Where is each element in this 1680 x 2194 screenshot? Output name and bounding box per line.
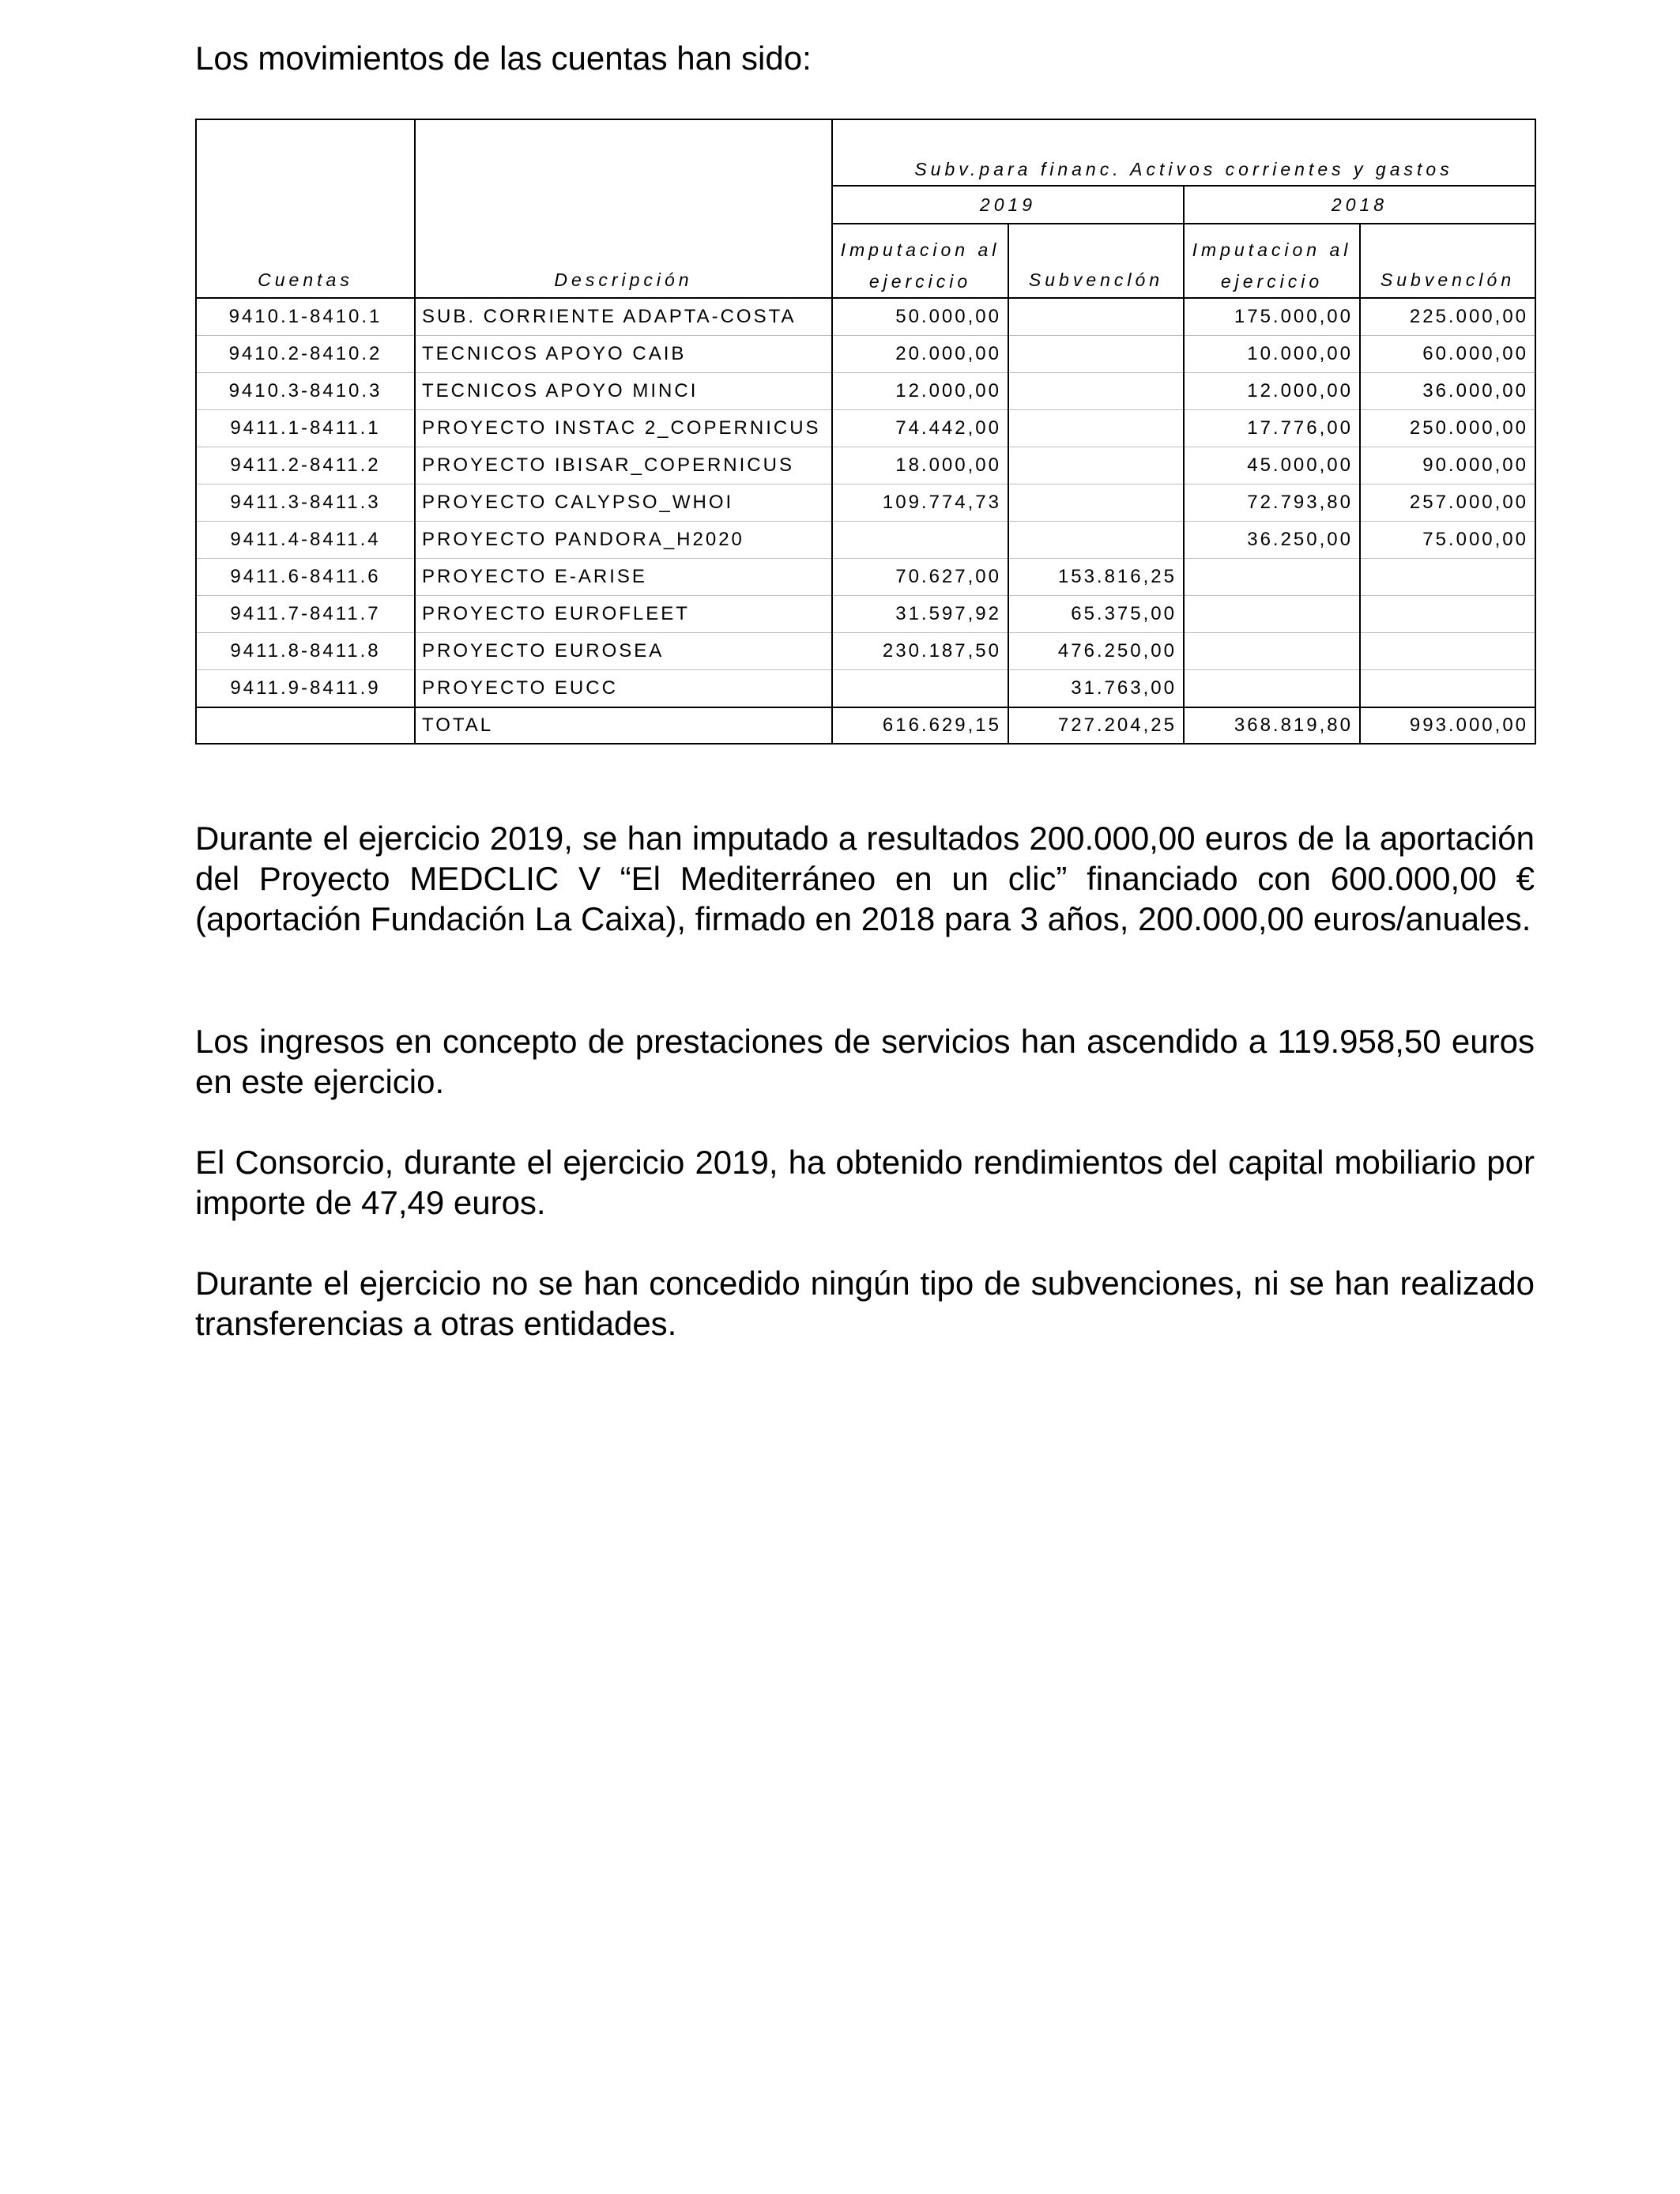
total-cuenta-empty	[196, 707, 415, 744]
total-imputacion-2019: 616.629,15	[832, 707, 1008, 744]
header-imputacion-2019	[832, 224, 1008, 298]
cell-cuenta: 9411.6-8411.6	[196, 559, 415, 596]
cell-descripcion: TECNICOS APOYO CAIB	[415, 336, 832, 373]
header-cuentas	[196, 119, 415, 298]
cell-descripcion: PROYECTO IBISAR_COPERNICUS	[415, 447, 832, 484]
intro-text: Los movimientos de las cuentas han sido:	[195, 40, 812, 77]
cell-subvencion-2018	[1360, 670, 1535, 708]
cell-cuenta: 9411.7-8411.7	[196, 596, 415, 633]
subvencion-2019-label: Subvenclón	[1028, 270, 1164, 290]
cell-cuenta: 9410.1-8410.1	[196, 298, 415, 336]
paragraph-subvenciones: Durante el ejercicio no se han concedido ningún tipo de subvenciones, ni se han realizado transferencias a otras entidades.	[195, 1265, 1535, 1342]
cell-imputacion-2018: 10.000,00	[1184, 336, 1360, 373]
cell-imputacion-2018	[1184, 559, 1360, 596]
total-subvencion-2019: 727.204,25	[1008, 707, 1184, 744]
cell-cuenta: 9411.1-8411.1	[196, 410, 415, 447]
paragraph-rendimientos: El Consorcio, durante el ejercicio 2019, ha obtenido rendimientos del capital mobiliario por importe de 47,49 euros.	[195, 1144, 1535, 1221]
cell-imputacion-2018: 72.793,80	[1184, 484, 1360, 522]
year-2018-label: 2018	[1331, 194, 1388, 215]
cell-cuenta: 9411.9-8411.9	[196, 670, 415, 708]
cell-imputacion-2019: 74.442,00	[832, 410, 1008, 447]
imputacion-2019-line1: Imputacion al	[840, 239, 1000, 260]
table-row	[196, 633, 1535, 670]
paragraph-ingresos: Los ingresos en concepto de prestaciones de servicios han ascendido a 119.958,50 euros en este ejercicio.	[195, 1023, 1535, 1100]
cell-imputacion-2019: 18.000,00	[832, 447, 1008, 484]
table-row	[196, 298, 1535, 336]
table-row	[196, 447, 1535, 484]
header-subvencion-2019	[1008, 224, 1184, 298]
cell-subvencion-2018: 250.000,00	[1360, 410, 1535, 447]
cell-subvencion-2018	[1360, 633, 1535, 670]
table-row	[196, 410, 1535, 447]
cell-descripcion: PROYECTO EUROFLEET	[415, 596, 832, 633]
header-year-2019	[832, 186, 1184, 224]
year-2019-label: 2019	[979, 194, 1037, 215]
cell-cuenta: 9411.3-8411.3	[196, 484, 415, 522]
cell-subvencion-2019	[1008, 410, 1184, 447]
cell-imputacion-2018	[1184, 633, 1360, 670]
total-subvencion-2018: 993.000,00	[1360, 707, 1535, 744]
cell-subvencion-2019	[1008, 484, 1184, 522]
cell-descripcion: SUB. CORRIENTE ADAPTA-COSTA	[415, 298, 832, 336]
cell-descripcion: PROYECTO PANDORA_H2020	[415, 522, 832, 559]
group-title-label: Subv.para financ. Activos corrientes y gastos	[914, 159, 1453, 179]
account-movements-table	[195, 119, 1536, 745]
cell-imputacion-2019: 230.187,50	[832, 633, 1008, 670]
cell-imputacion-2019: 12.000,00	[832, 373, 1008, 410]
imputacion-2019-line2: ejercicio	[868, 271, 972, 292]
cell-descripcion: PROYECTO EUROSEA	[415, 633, 832, 670]
cell-subvencion-2019: 153.816,25	[1008, 559, 1184, 596]
table-row	[196, 373, 1535, 410]
total-imputacion-2018: 368.819,80	[1184, 707, 1360, 744]
cell-imputacion-2018: 45.000,00	[1184, 447, 1360, 484]
cell-cuenta: 9410.2-8410.2	[196, 336, 415, 373]
cell-subvencion-2019: 476.250,00	[1008, 633, 1184, 670]
cell-cuenta: 9411.8-8411.8	[196, 633, 415, 670]
cell-subvencion-2018: 36.000,00	[1360, 373, 1535, 410]
header-subvencion-2018	[1360, 224, 1535, 298]
cell-descripcion: PROYECTO EUCC	[415, 670, 832, 708]
cell-imputacion-2018: 12.000,00	[1184, 373, 1360, 410]
imputacion-2018-line1: Imputacion al	[1192, 239, 1352, 260]
cell-imputacion-2019	[832, 670, 1008, 708]
table-row	[196, 522, 1535, 559]
imputacion-2018-line2: ejercicio	[1220, 271, 1324, 292]
cell-cuenta: 9411.4-8411.4	[196, 522, 415, 559]
table-row	[196, 484, 1535, 522]
cell-subvencion-2019: 31.763,00	[1008, 670, 1184, 708]
cell-imputacion-2019: 20.000,00	[832, 336, 1008, 373]
header-descripcion	[415, 119, 832, 298]
cell-descripcion: PROYECTO INSTAC 2_COPERNICUS	[415, 410, 832, 447]
cell-descripcion: PROYECTO E-ARISE	[415, 559, 832, 596]
cell-descripcion: PROYECTO CALYPSO_WHOI	[415, 484, 832, 522]
header-year-2018	[1184, 186, 1535, 224]
cell-imputacion-2019: 31.597,92	[832, 596, 1008, 633]
cell-subvencion-2019	[1008, 522, 1184, 559]
cell-subvencion-2019: 65.375,00	[1008, 596, 1184, 633]
table-row	[196, 559, 1535, 596]
cell-imputacion-2019: 70.627,00	[832, 559, 1008, 596]
cell-subvencion-2019	[1008, 447, 1184, 484]
cell-subvencion-2018: 90.000,00	[1360, 447, 1535, 484]
cell-subvencion-2018	[1360, 596, 1535, 633]
cell-imputacion-2018	[1184, 596, 1360, 633]
cell-subvencion-2018: 257.000,00	[1360, 484, 1535, 522]
table-row	[196, 670, 1535, 708]
table-row	[196, 336, 1535, 373]
total-row	[196, 707, 1535, 744]
cell-subvencion-2019	[1008, 373, 1184, 410]
cell-cuenta: 9410.3-8410.3	[196, 373, 415, 410]
subvencion-2018-label: Subvenclón	[1380, 270, 1516, 290]
cell-cuenta: 9411.2-8411.2	[196, 447, 415, 484]
header-group-title	[832, 119, 1535, 186]
cell-imputacion-2019: 109.774,73	[832, 484, 1008, 522]
cell-subvencion-2018: 225.000,00	[1360, 298, 1535, 336]
cell-subvencion-2018: 60.000,00	[1360, 336, 1535, 373]
cell-imputacion-2019	[832, 522, 1008, 559]
cell-subvencion-2018: 75.000,00	[1360, 522, 1535, 559]
cell-imputacion-2018	[1184, 670, 1360, 708]
cell-imputacion-2019: 50.000,00	[832, 298, 1008, 336]
header-cuentas-label: Cuentas	[258, 270, 353, 290]
cell-imputacion-2018: 17.776,00	[1184, 410, 1360, 447]
cell-subvencion-2019	[1008, 336, 1184, 373]
paragraph-medclic: Durante el ejercicio 2019, se han imputado a resultados 200.000,00 euros de la aportación del Proyecto MEDCLIC V “El Mediterráneo en un clic” financiado con 600.000,00 € (aportación Fundación La Caixa), firmado en 2018 para 3 años, 200.000,00 euros/anuales.	[195, 820, 1535, 937]
cell-descripcion: TECNICOS APOYO MINCI	[415, 373, 832, 410]
cell-imputacion-2018: 36.250,00	[1184, 522, 1360, 559]
header-descripcion-label: Descripción	[554, 270, 693, 290]
table-row	[196, 596, 1535, 633]
cell-subvencion-2019	[1008, 298, 1184, 336]
header-imputacion-2018	[1184, 224, 1360, 298]
cell-subvencion-2018	[1360, 559, 1535, 596]
total-label: TOTAL	[415, 707, 832, 744]
cell-imputacion-2018: 175.000,00	[1184, 298, 1360, 336]
